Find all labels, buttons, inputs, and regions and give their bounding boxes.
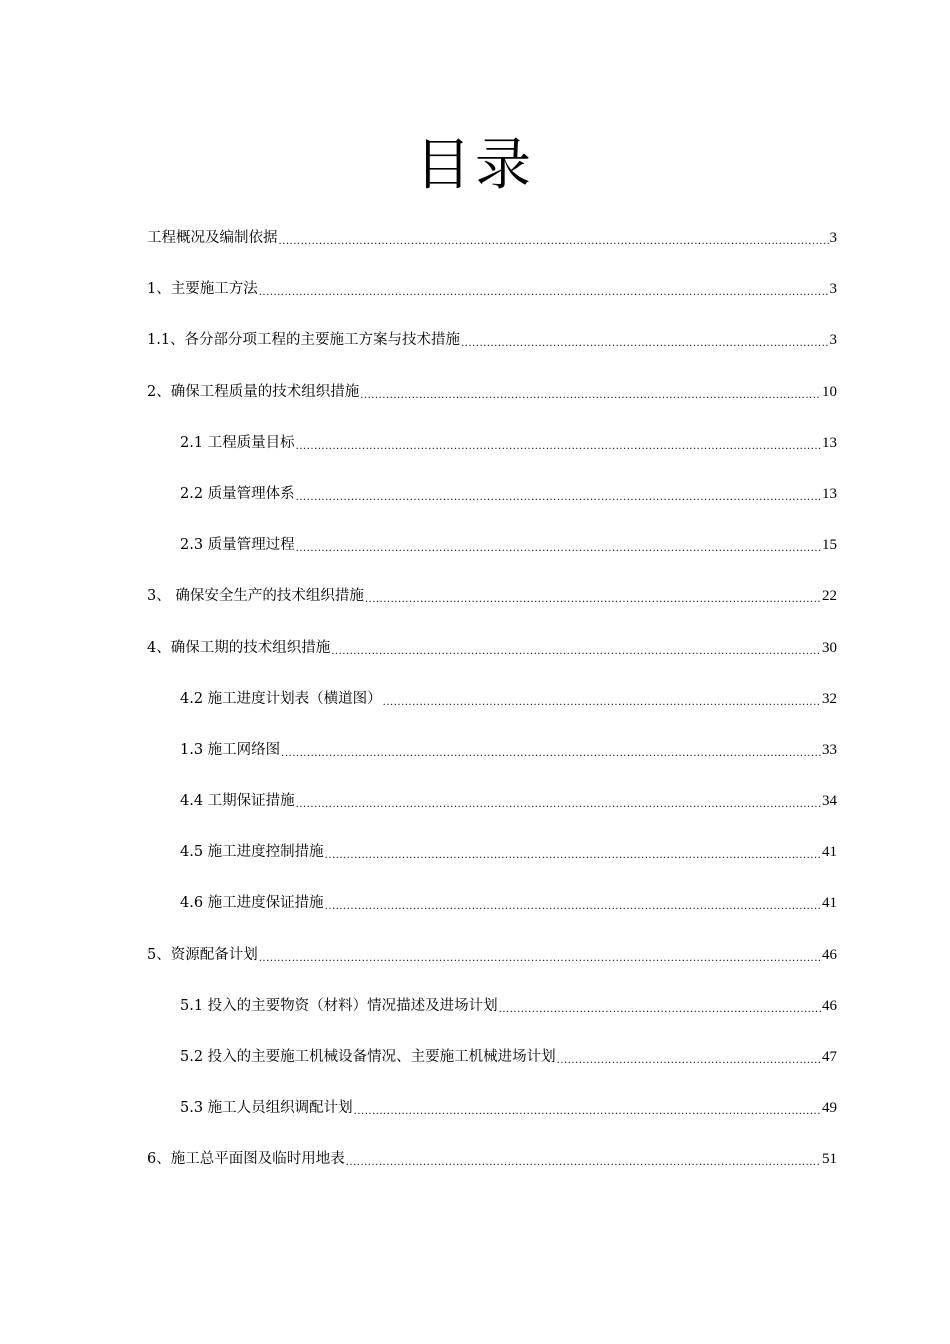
- toc-entry[interactable]: [180, 785, 837, 836]
- toc-entry-title: 2.3 质量管理过程: [180, 537, 295, 554]
- toc-entry-page: 3: [829, 281, 837, 298]
- toc-entry-page: 33: [822, 741, 837, 758]
- toc-entry-title: 5.2 投入的主要施工机械设备情况、主要施工机械进场计划: [180, 1049, 556, 1065]
- toc-entry-page: 3: [829, 332, 837, 349]
- toc-entry-page: 3: [829, 230, 837, 246]
- toc-entry-page: 47: [822, 1049, 837, 1065]
- toc-entry-page: 51: [822, 1151, 837, 1168]
- toc-entry-title: 2.2 质量管理体系: [180, 485, 295, 502]
- toc-entry[interactable]: [180, 478, 837, 529]
- toc-leader-dots: [296, 539, 821, 559]
- toc-leader-dots: [557, 1051, 821, 1071]
- toc-entry[interactable]: [147, 273, 837, 324]
- toc-leader-dots: [296, 437, 821, 457]
- toc-entry-title: 5、资源配备计划: [147, 946, 258, 963]
- toc-entry[interactable]: [180, 1092, 837, 1143]
- toc-entry[interactable]: [147, 632, 837, 683]
- toc-entry-page: 46: [822, 997, 837, 1014]
- toc-leader-dots: [360, 386, 821, 406]
- toc-entry[interactable]: [180, 734, 837, 785]
- toc-entry-page: 49: [822, 1100, 837, 1117]
- toc-entry[interactable]: [147, 376, 837, 427]
- toc-leader-dots: [281, 744, 821, 764]
- toc-entry-title: 工程概况及编制依据: [147, 230, 278, 246]
- toc-entry-page: 15: [822, 537, 837, 554]
- toc-leader-dots: [354, 1102, 821, 1122]
- toc-leader-dots: [346, 1153, 821, 1173]
- toc-entry-title: 1.1、各分部分项工程的主要施工方案与技术措施: [147, 332, 461, 349]
- toc-entry-title: 6、施工总平面图及临时用地表: [147, 1151, 345, 1168]
- toc-entry-title: 4.2 施工进度计划表（横道图）: [180, 690, 382, 707]
- toc-entry-title: 5.3 施工人员组织调配计划: [180, 1100, 353, 1117]
- toc-entry-title: 1.3 施工网络图: [180, 741, 281, 758]
- toc-entry-title: 2、确保工程质量的技术组织措施: [147, 383, 360, 400]
- toc-entry[interactable]: [147, 580, 837, 631]
- toc-entry-title: 2.1 工程质量目标: [180, 434, 295, 451]
- toc-entry[interactable]: [180, 427, 837, 478]
- toc-leader-dots: [365, 590, 821, 610]
- toc-leader-dots: [325, 846, 821, 866]
- toc-entry-title: 4.4 工期保证措施: [180, 793, 295, 810]
- toc-entry-page: 13: [822, 434, 837, 451]
- toc-entry[interactable]: [180, 990, 837, 1041]
- toc-entry-page: 32: [822, 690, 837, 707]
- toc-entry-title: 4.5 施工进度控制措施: [180, 844, 324, 861]
- toc-leader-dots: [259, 949, 821, 969]
- toc-entry-title: 4.6 施工进度保证措施: [180, 895, 324, 912]
- toc-entry-page: 41: [822, 844, 837, 861]
- toc-entry[interactable]: [147, 222, 837, 273]
- toc-leader-dots: [461, 334, 828, 354]
- toc-entry-page: 46: [822, 946, 837, 963]
- toc-title: 目录: [415, 133, 535, 198]
- toc-entry-page: 22: [822, 588, 837, 605]
- toc-entry[interactable]: [147, 939, 837, 990]
- toc-leader-dots: [259, 283, 829, 303]
- toc-leader-dots: [296, 488, 821, 508]
- toc-entry-page: 30: [822, 639, 837, 656]
- toc-entry-title: 1、主要施工方法: [147, 281, 258, 298]
- toc-leader-dots: [279, 232, 829, 252]
- toc-entry[interactable]: [147, 324, 837, 375]
- table-of-contents: [0, 222, 950, 1195]
- toc-leader-dots: [331, 642, 821, 662]
- toc-leader-dots: [383, 693, 821, 713]
- toc-entry-title: 5.1 投入的主要物资（材料）情况描述及进场计划: [180, 997, 498, 1014]
- toc-entry[interactable]: [180, 1041, 837, 1092]
- toc-entry[interactable]: [180, 836, 837, 887]
- toc-entry-page: 13: [822, 485, 837, 502]
- toc-entry[interactable]: [180, 683, 837, 734]
- toc-entry[interactable]: [180, 529, 837, 580]
- toc-entry-page: 34: [822, 793, 837, 810]
- toc-entry[interactable]: [180, 887, 837, 938]
- toc-leader-dots: [296, 795, 821, 815]
- toc-entry[interactable]: [147, 1143, 837, 1194]
- toc-leader-dots: [499, 1000, 821, 1020]
- toc-entry-title: 4、确保工期的技术组织措施: [147, 639, 331, 656]
- toc-leader-dots: [325, 897, 821, 917]
- toc-entry-title: 3、 确保安全生产的技术组织措施: [147, 588, 364, 605]
- toc-entry-page: 10: [822, 383, 837, 400]
- toc-entry-page: 41: [822, 895, 837, 912]
